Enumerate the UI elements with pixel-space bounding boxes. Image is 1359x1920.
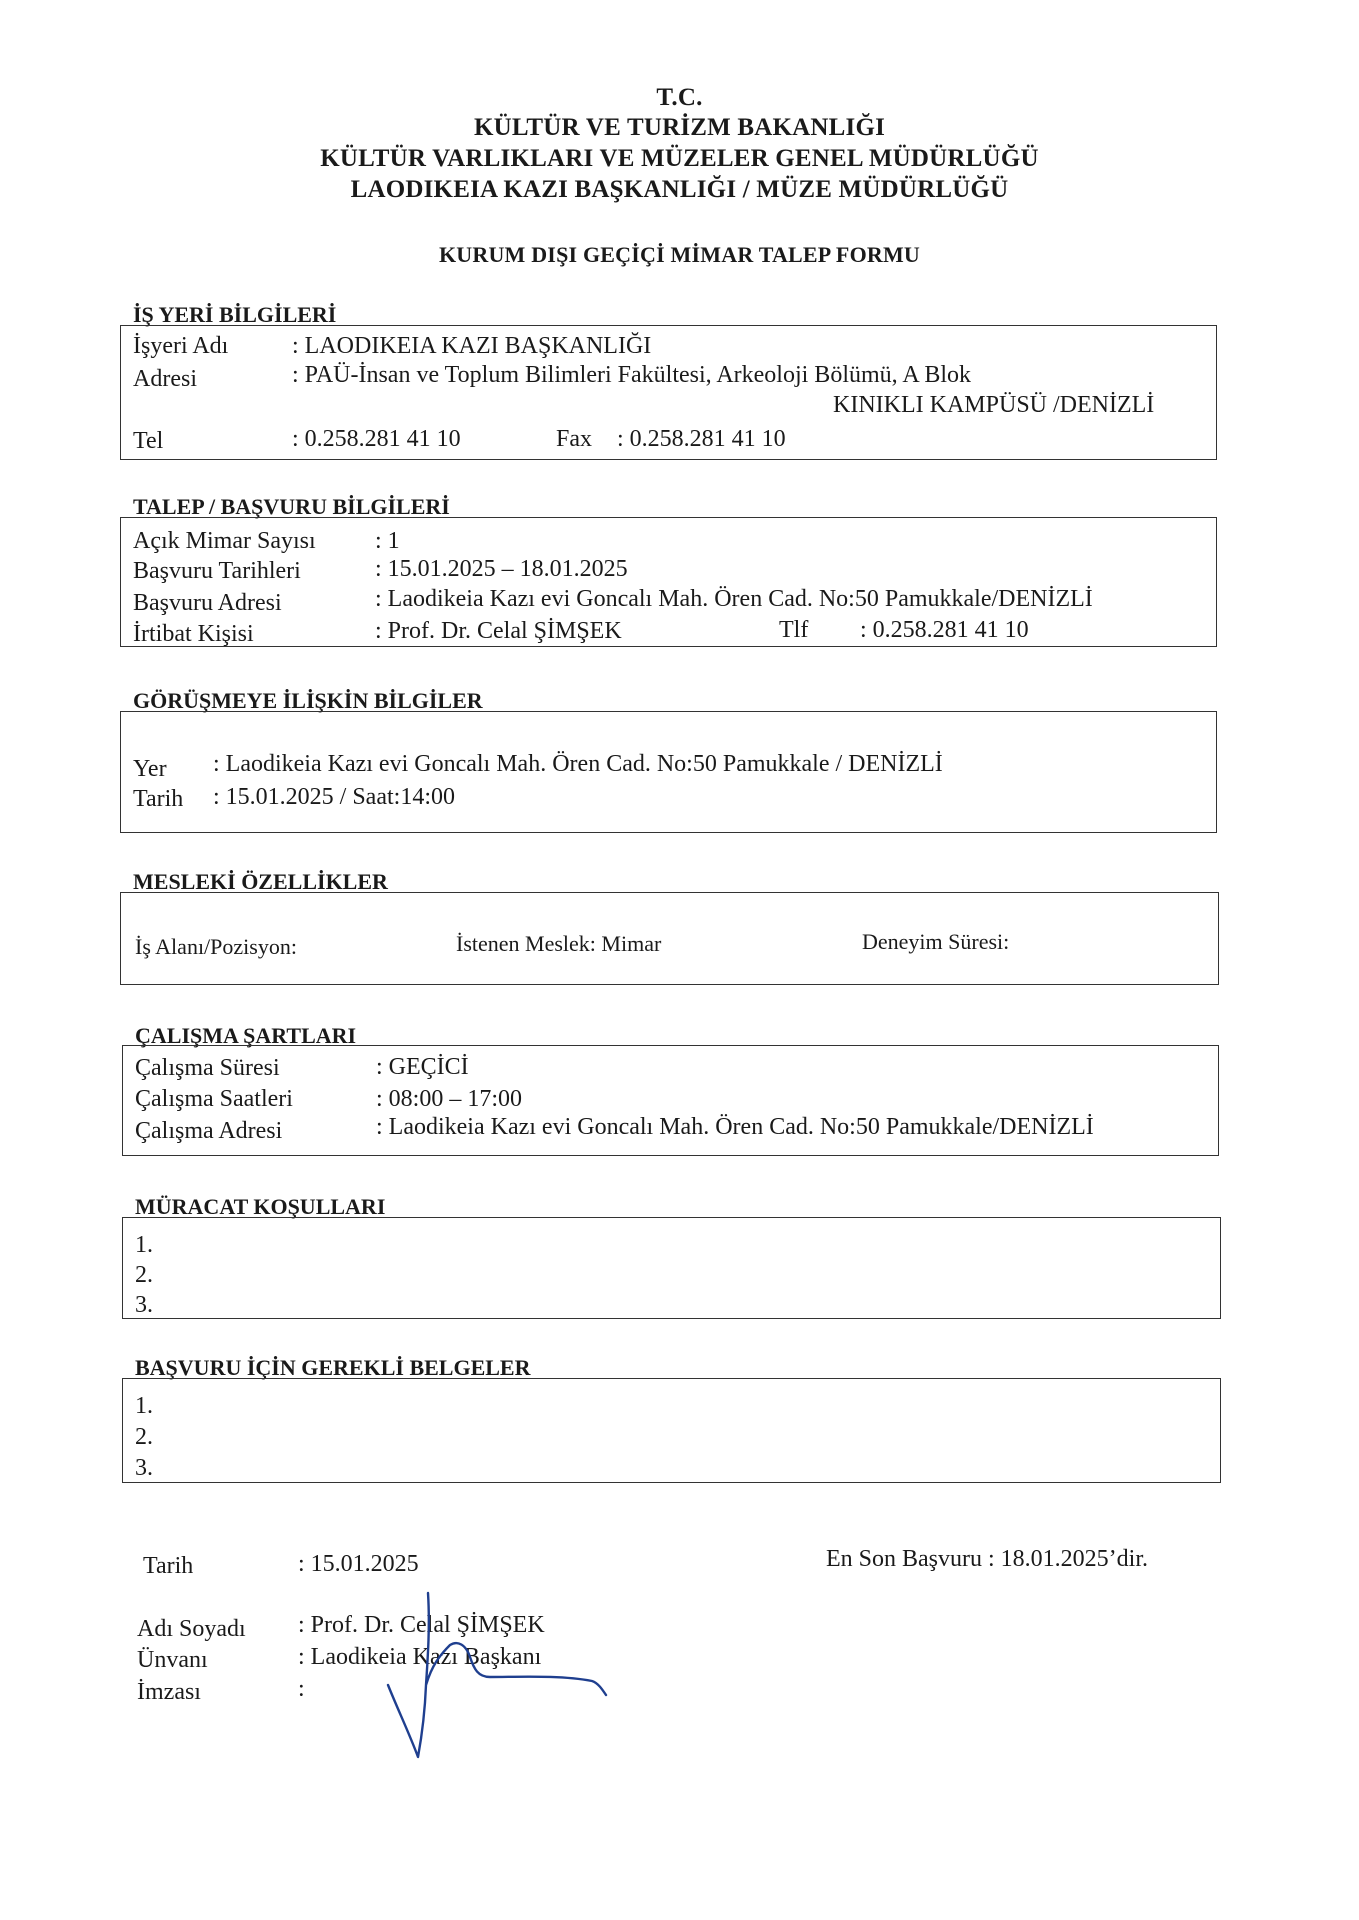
- workplace-tel-label: Tel: [133, 428, 164, 454]
- workplace-name-value: : LAODIKEIA KAZI BAŞKANLIĞI: [292, 333, 652, 359]
- conditions-duration-value: : GEÇİCİ: [376, 1054, 469, 1080]
- header-ministry: KÜLTÜR VE TURİZM BAKANLIĞI: [473, 114, 886, 141]
- request-count-label: Açık Mimar Sayısı: [133, 528, 316, 554]
- form-title: KURUM DIŞI GEÇİÇİ MİMAR TALEP FORMU: [438, 242, 921, 267]
- footer-title-label: Ünvanı: [137, 1647, 208, 1673]
- request-contact-value: : Prof. Dr. Celal ŞİMŞEK: [375, 618, 622, 644]
- documents-item: 2.: [135, 1424, 153, 1450]
- workplace-address-value-2: KINIKLI KAMPÜSÜ /DENİZLİ: [833, 392, 1155, 418]
- conditions-duration-label: Çalışma Süresi: [135, 1055, 280, 1081]
- request-phone-label: Tlf: [779, 617, 809, 643]
- interview-section-title: GÖRÜŞMEYE İLİŞKİN BİLGİLER: [133, 688, 483, 713]
- interview-place-label: Yer: [133, 756, 167, 782]
- profession-job-label: İstenen Meslek: Mimar: [456, 931, 662, 956]
- conditions-hours-value: : 08:00 – 17:00: [376, 1086, 523, 1112]
- conditions-hours-label: Çalışma Saatleri: [135, 1086, 293, 1112]
- terms-box: [122, 1217, 1221, 1319]
- workplace-name-label: İşyeri Adı: [133, 333, 229, 359]
- workplace-address-value-1: : PAÜ-İnsan ve Toplum Bilimleri Fakültesi, Arkeoloji Bölümü, A Blok: [292, 362, 972, 388]
- conditions-section-title: ÇALIŞMA ŞARTLARI: [135, 1023, 357, 1048]
- request-dates-value: : 15.01.2025 – 18.01.2025: [375, 556, 628, 582]
- terms-item: 3.: [135, 1292, 153, 1318]
- footer-date-value: : 15.01.2025: [298, 1551, 419, 1577]
- workplace-tel-value: : 0.258.281 41 10: [292, 426, 461, 452]
- request-section-title: TALEP / BAŞVURU BİLGİLERİ: [133, 494, 450, 519]
- profession-experience-label: Deneyim Süresi:: [862, 929, 1010, 954]
- workplace-section-title: İŞ YERİ BİLGİLERİ: [133, 302, 337, 327]
- footer-date-label: Tarih: [143, 1553, 194, 1579]
- header-tc: T.C.: [656, 84, 703, 111]
- request-address-label: Başvuru Adresi: [133, 590, 282, 616]
- footer-signature-label: İmzası: [137, 1679, 201, 1705]
- terms-item: 1.: [135, 1232, 153, 1258]
- request-count-value: : 1: [375, 528, 400, 554]
- request-contact-label: İrtibat Kişisi: [133, 621, 254, 647]
- footer-deadline: En Son Başvuru : 18.01.2025’dir.: [826, 1546, 1148, 1572]
- header-excavation: LAODIKEIA KAZI BAŞKANLIĞI / MÜZE MÜDÜRLÜĞÜ: [350, 176, 1009, 203]
- header-directorate: KÜLTÜR VARLIKLARI VE MÜZELER GENEL MÜDÜRLÜĞÜ: [320, 145, 1039, 172]
- documents-section-title: BAŞVURU İÇİN GEREKLİ BELGELER: [135, 1355, 531, 1380]
- request-phone-value: : 0.258.281 41 10: [860, 617, 1029, 643]
- signature-mark: [370, 1585, 630, 1775]
- profession-field-label: İş Alanı/Pozisyon:: [135, 934, 297, 959]
- conditions-address-value: : Laodikeia Kazı evi Goncalı Mah. Ören Cad. No:50 Pamukkale/DENİZLİ: [376, 1114, 1094, 1140]
- terms-section-title: MÜRACAT KOŞULLARI: [135, 1194, 386, 1219]
- request-dates-label: Başvuru Tarihleri: [133, 558, 301, 584]
- interview-place-value: : Laodikeia Kazı evi Goncalı Mah. Ören Cad. No:50 Pamukkale / DENİZLİ: [213, 751, 943, 777]
- footer-name-value: : Prof. Dr. Celal ŞİMŞEK: [298, 1612, 545, 1638]
- profession-section-title: MESLEKİ ÖZELLİKLER: [133, 869, 388, 894]
- footer-name-label: Adı Soyadı: [137, 1616, 246, 1642]
- workplace-address-label: Adresi: [133, 366, 197, 392]
- documents-item: 1.: [135, 1393, 153, 1419]
- terms-item: 2.: [135, 1262, 153, 1288]
- interview-date-value: : 15.01.2025 / Saat:14:00: [213, 784, 455, 810]
- footer-signature-value: :: [298, 1676, 305, 1702]
- footer-title-value: : Laodikeia Kazı Başkanı: [298, 1644, 542, 1670]
- interview-date-label: Tarih: [133, 786, 184, 812]
- request-address-value: : Laodikeia Kazı evi Goncalı Mah. Ören Cad. No:50 Pamukkale/DENİZLİ: [375, 586, 1093, 612]
- workplace-fax-label: Fax: [556, 426, 592, 452]
- conditions-address-label: Çalışma Adresi: [135, 1118, 283, 1144]
- documents-box: [122, 1378, 1221, 1483]
- documents-item: 3.: [135, 1455, 153, 1481]
- workplace-fax-value: : 0.258.281 41 10: [617, 426, 786, 452]
